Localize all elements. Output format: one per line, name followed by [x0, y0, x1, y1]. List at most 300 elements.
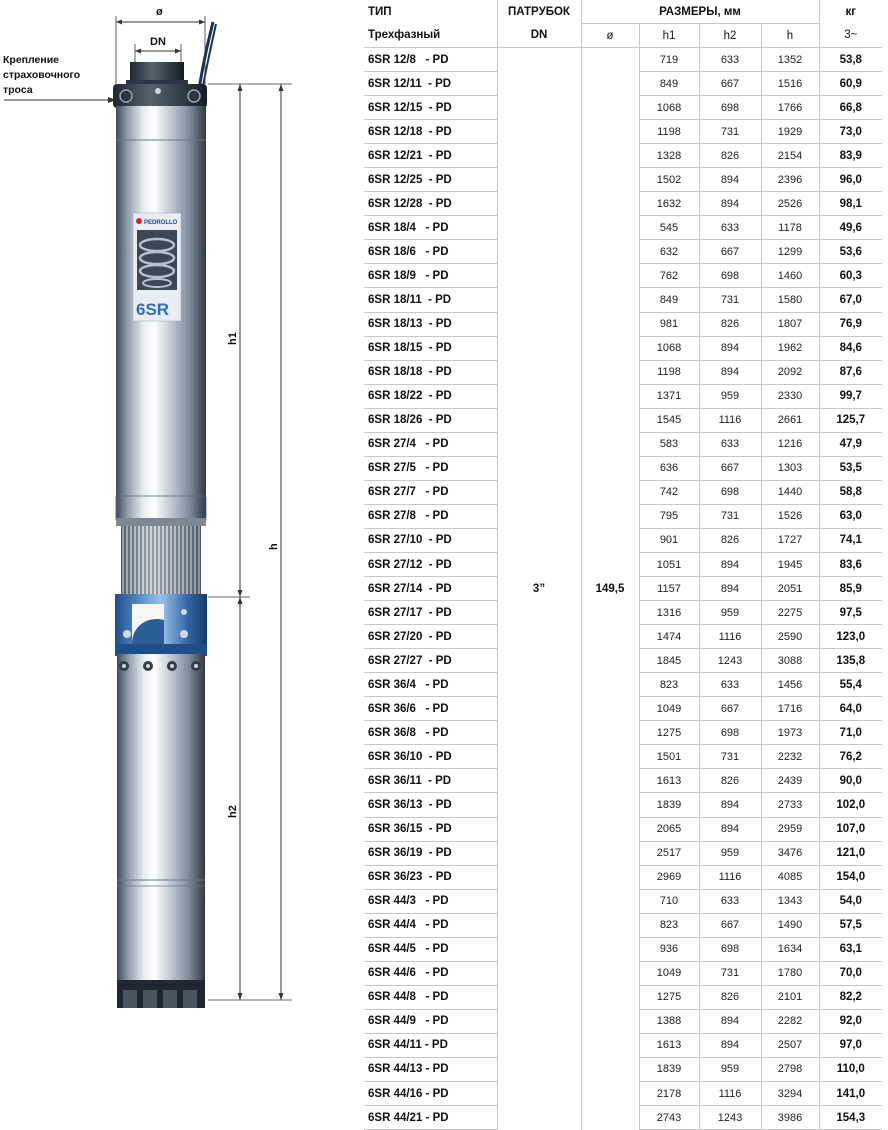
table-row — [364, 961, 882, 985]
h-cell: 1973 — [761, 721, 819, 745]
model-cell: 6SR 44/5 - PD — [364, 937, 497, 961]
h-cell: 2733 — [761, 793, 819, 817]
h2-cell: 667 — [699, 697, 761, 721]
h1-cell: 1371 — [639, 384, 699, 408]
diameter-cell — [581, 649, 639, 673]
diameter-cell — [581, 937, 639, 961]
outlet-dn-cell — [497, 264, 581, 288]
model-cell: 6SR 44/11 - PD — [364, 1033, 497, 1057]
model-cell: 6SR 18/18 - PD — [364, 360, 497, 384]
diameter-cell — [581, 745, 639, 769]
col-weight-sub: 3~ — [819, 24, 882, 48]
outlet-dn-cell — [497, 745, 581, 769]
table-row — [364, 480, 882, 504]
h2-cell: 731 — [699, 288, 761, 312]
brand-plate — [133, 213, 181, 321]
table-row — [364, 577, 882, 601]
h-cell: 1580 — [761, 288, 819, 312]
table-row — [364, 673, 882, 697]
model-cell: 6SR 18/26 - PD — [364, 408, 497, 432]
outlet-dn-cell — [497, 1082, 581, 1106]
outlet-dn-cell — [497, 384, 581, 408]
h1-cell: 1474 — [639, 625, 699, 649]
model-cell: 6SR 12/15 - PD — [364, 96, 497, 120]
outlet-dn-cell — [497, 432, 581, 456]
h2-cell: 1243 — [699, 1106, 761, 1130]
h-cell: 1303 — [761, 456, 819, 480]
table-row — [364, 1057, 882, 1081]
diameter-cell — [581, 360, 639, 384]
h-cell: 1490 — [761, 913, 819, 937]
brand-logo: PEDROLLO — [144, 220, 178, 226]
h1-cell: 1328 — [639, 144, 699, 168]
h1-cell: 1316 — [639, 601, 699, 625]
diameter-cell — [581, 240, 639, 264]
h1-cell: 742 — [639, 480, 699, 504]
outlet-dn-cell — [497, 913, 581, 937]
outlet-dn-cell — [497, 336, 581, 360]
model-cell: 6SR 12/25 - PD — [364, 168, 497, 192]
weight-cell: 53,8 — [819, 48, 882, 72]
h-cell: 1516 — [761, 72, 819, 96]
h1-cell: 1049 — [639, 697, 699, 721]
model-cell: 6SR 27/12 - PD — [364, 552, 497, 576]
h2-cell: 826 — [699, 528, 761, 552]
weight-cell: 57,5 — [819, 913, 882, 937]
h-cell: 1780 — [761, 961, 819, 985]
h1-cell: 632 — [639, 240, 699, 264]
spec-table-body — [364, 48, 882, 1130]
h1-cell: 1613 — [639, 769, 699, 793]
model-cell: 6SR 44/6 - PD — [364, 961, 497, 985]
h-cell: 1807 — [761, 312, 819, 336]
h1-cell: 719 — [639, 48, 699, 72]
diameter-cell — [581, 817, 639, 841]
outlet-dn-cell — [497, 1057, 581, 1081]
table-row — [364, 504, 882, 528]
model-cell: 6SR 12/21 - PD — [364, 144, 497, 168]
weight-cell: 82,2 — [819, 985, 882, 1009]
model-cell: 6SR 18/11 - PD — [364, 288, 497, 312]
diameter-cell — [581, 192, 639, 216]
diameter-cell — [581, 552, 639, 576]
h1-cell: 545 — [639, 216, 699, 240]
outlet-dn-cell — [497, 697, 581, 721]
h-cell: 3294 — [761, 1082, 819, 1106]
h2-cell: 633 — [699, 673, 761, 697]
diameter-cell — [581, 721, 639, 745]
weight-cell: 55,4 — [819, 673, 882, 697]
diameter-cell — [581, 312, 639, 336]
h2-cell: 894 — [699, 168, 761, 192]
h-cell: 1299 — [761, 240, 819, 264]
h2-cell: 894 — [699, 552, 761, 576]
model-cell: 6SR 27/8 - PD — [364, 504, 497, 528]
table-row — [364, 48, 882, 72]
outlet-dn-cell — [497, 889, 581, 913]
weight-cell: 102,0 — [819, 793, 882, 817]
weight-cell: 110,0 — [819, 1057, 882, 1081]
h-cell: 1352 — [761, 48, 819, 72]
weight-cell: 67,0 — [819, 288, 882, 312]
model-cell: 6SR 44/8 - PD — [364, 985, 497, 1009]
table-row — [364, 120, 882, 144]
h1-cell: 981 — [639, 312, 699, 336]
col-h: h — [761, 24, 819, 48]
table-row — [364, 360, 882, 384]
model-cell: 6SR 36/13 - PD — [364, 793, 497, 817]
h2-cell: 826 — [699, 985, 761, 1009]
diameter-cell — [581, 120, 639, 144]
h-cell: 1343 — [761, 889, 819, 913]
h2-cell: 731 — [699, 745, 761, 769]
diameter-cell — [581, 697, 639, 721]
col-sizes: РАЗМЕРЫ, мм — [581, 0, 819, 24]
h-cell: 3986 — [761, 1106, 819, 1130]
diameter-cell — [581, 96, 639, 120]
h1-cell: 1613 — [639, 1033, 699, 1057]
table-row — [364, 552, 882, 576]
table-row — [364, 192, 882, 216]
weight-cell: 70,0 — [819, 961, 882, 985]
weight-cell: 135,8 — [819, 649, 882, 673]
table-row — [364, 697, 882, 721]
model-cell: 6SR 44/21 - PD — [364, 1106, 497, 1130]
weight-cell: 83,6 — [819, 552, 882, 576]
h-label: h — [268, 543, 280, 550]
outlet-dn-cell — [497, 721, 581, 745]
table-row — [364, 889, 882, 913]
h-cell: 1440 — [761, 480, 819, 504]
diameter-cell — [581, 216, 639, 240]
weight-cell: 74,1 — [819, 528, 882, 552]
outlet-dn-cell — [497, 865, 581, 889]
h2-cell: 731 — [699, 120, 761, 144]
h-cell: 3088 — [761, 649, 819, 673]
diameter-cell — [581, 625, 639, 649]
table-row — [364, 937, 882, 961]
model-cell: 6SR 12/8 - PD — [364, 48, 497, 72]
weight-cell: 71,0 — [819, 721, 882, 745]
h2-cell: 1243 — [699, 649, 761, 673]
h-cell: 1460 — [761, 264, 819, 288]
weight-cell: 154,3 — [819, 1106, 882, 1130]
h-cell: 2154 — [761, 144, 819, 168]
model-cell: 6SR 12/18 - PD — [364, 120, 497, 144]
h-cell: 1766 — [761, 96, 819, 120]
table-row — [364, 649, 882, 673]
h1-cell: 1839 — [639, 1057, 699, 1081]
model-cell: 6SR 36/6 - PD — [364, 697, 497, 721]
table-row — [364, 625, 882, 649]
col-type: ТИП — [364, 0, 497, 24]
h2-cell: 633 — [699, 48, 761, 72]
h2-cell: 894 — [699, 817, 761, 841]
h2-label: h2 — [227, 805, 239, 818]
diameter-cell — [581, 456, 639, 480]
outlet-dn-cell — [497, 480, 581, 504]
h1-cell: 1545 — [639, 408, 699, 432]
h2-cell: 1116 — [699, 865, 761, 889]
weight-cell: 85,9 — [819, 577, 882, 601]
model-cell: 6SR 18/6 - PD — [364, 240, 497, 264]
weight-cell: 54,0 — [819, 889, 882, 913]
col-diam: ø — [581, 24, 639, 48]
table-row — [364, 817, 882, 841]
table-row — [364, 384, 882, 408]
h-cell: 2507 — [761, 1033, 819, 1057]
h1-cell: 1198 — [639, 360, 699, 384]
table-row — [364, 913, 882, 937]
model-cell: 6SR 36/8 - PD — [364, 721, 497, 745]
diameter-cell — [581, 841, 639, 865]
h2-cell: 1116 — [699, 408, 761, 432]
h2-cell: 894 — [699, 1033, 761, 1057]
h2-cell: 633 — [699, 216, 761, 240]
weight-cell: 154,0 — [819, 865, 882, 889]
table-row — [364, 721, 882, 745]
diameter-cell — [581, 1033, 639, 1057]
h1-cell: 1275 — [639, 721, 699, 745]
weight-cell: 53,5 — [819, 456, 882, 480]
diameter-cell — [581, 336, 639, 360]
outlet-dn-cell — [497, 769, 581, 793]
h-cell: 2330 — [761, 384, 819, 408]
weight-cell: 49,6 — [819, 216, 882, 240]
table-row — [364, 72, 882, 96]
h1-cell: 795 — [639, 504, 699, 528]
model-cell: 6SR 27/17 - PD — [364, 601, 497, 625]
table-row — [364, 96, 882, 120]
spec-table — [364, 0, 882, 1130]
table-row — [364, 841, 882, 865]
h1-cell: 849 — [639, 72, 699, 96]
weight-cell: 63,0 — [819, 504, 882, 528]
h1-cell: 2065 — [639, 817, 699, 841]
model-cell: 6SR 44/3 - PD — [364, 889, 497, 913]
table-row — [364, 336, 882, 360]
table-row — [364, 528, 882, 552]
outlet-dn-cell — [497, 528, 581, 552]
outlet-dn-cell — [497, 240, 581, 264]
outlet-dn-cell — [497, 48, 581, 72]
h2-cell: 894 — [699, 1009, 761, 1033]
h-dimension — [250, 84, 292, 1000]
model-cell: 6SR 27/10 - PD — [364, 528, 497, 552]
h2-cell: 1116 — [699, 625, 761, 649]
h2-cell: 826 — [699, 144, 761, 168]
weight-cell: 84,6 — [819, 336, 882, 360]
diameter-cell — [581, 264, 639, 288]
h1-cell: 2969 — [639, 865, 699, 889]
h1-cell: 901 — [639, 528, 699, 552]
weight-cell: 73,0 — [819, 120, 882, 144]
diameter-cell — [581, 673, 639, 697]
h1-cell: 1049 — [639, 961, 699, 985]
diameter-cell — [581, 1106, 639, 1130]
h1-cell: 1051 — [639, 552, 699, 576]
weight-cell: 87,6 — [819, 360, 882, 384]
table-row — [364, 408, 882, 432]
h-cell: 2590 — [761, 625, 819, 649]
h1-cell: 636 — [639, 456, 699, 480]
outlet-dn-cell — [497, 168, 581, 192]
model-badge: 6SR — [136, 300, 170, 319]
motor-bracket — [115, 594, 207, 656]
h-cell: 1634 — [761, 937, 819, 961]
h2-cell: 894 — [699, 577, 761, 601]
diameter-cell — [581, 168, 639, 192]
outlet-dn-cell — [497, 120, 581, 144]
weight-cell: 107,0 — [819, 817, 882, 841]
weight-cell: 123,0 — [819, 625, 882, 649]
model-cell: 6SR 36/15 - PD — [364, 817, 497, 841]
diameter-cell — [581, 961, 639, 985]
table-row — [364, 432, 882, 456]
outlet-dn-cell — [497, 72, 581, 96]
h1-cell: 1198 — [639, 120, 699, 144]
h2-cell: 667 — [699, 456, 761, 480]
h1-cell: 823 — [639, 913, 699, 937]
model-cell: 6SR 18/13 - PD — [364, 312, 497, 336]
model-cell: 6SR 27/27 - PD — [364, 649, 497, 673]
model-cell: 6SR 18/15 - PD — [364, 336, 497, 360]
model-cell: 6SR 27/7 - PD — [364, 480, 497, 504]
h2-cell: 667 — [699, 72, 761, 96]
safety-cable-mount-label: Крепление страховочного троса — [3, 54, 81, 96]
table-row — [364, 985, 882, 1009]
model-cell: 6SR 18/22 - PD — [364, 384, 497, 408]
diameter-cell — [581, 504, 639, 528]
diameter-cell — [581, 985, 639, 1009]
h1-cell: 1157 — [639, 577, 699, 601]
table-row — [364, 1009, 882, 1033]
weight-cell: 125,7 — [819, 408, 882, 432]
outlet-dn-cell — [497, 192, 581, 216]
h2-cell: 731 — [699, 961, 761, 985]
h2-cell: 894 — [699, 336, 761, 360]
diameter-cell — [581, 865, 639, 889]
outlet-dn-cell — [497, 673, 581, 697]
col-outlet: ПАТРУБОК — [497, 0, 581, 24]
h-cell: 2275 — [761, 601, 819, 625]
outlet-dn-cell — [497, 312, 581, 336]
diameter-cell — [581, 384, 639, 408]
model-cell: 6SR 44/9 - PD — [364, 1009, 497, 1033]
h-cell: 2092 — [761, 360, 819, 384]
outlet-dn-cell — [497, 985, 581, 1009]
h1-cell: 1632 — [639, 192, 699, 216]
col-type-sub: Трехфазный — [364, 24, 497, 48]
h2-cell: 959 — [699, 601, 761, 625]
weight-cell: 76,9 — [819, 312, 882, 336]
diameter-label: ø — [156, 6, 163, 18]
h1-cell: 1502 — [639, 168, 699, 192]
diameter-cell — [581, 480, 639, 504]
table-row — [364, 769, 882, 793]
diameter-cell — [581, 1009, 639, 1033]
h2-cell: 698 — [699, 721, 761, 745]
h2-cell: 959 — [699, 841, 761, 865]
diameter-cell — [581, 1057, 639, 1081]
weight-cell: 60,9 — [819, 72, 882, 96]
h-cell: 1456 — [761, 673, 819, 697]
model-cell: 6SR 36/4 - PD — [364, 673, 497, 697]
h2-cell: 826 — [699, 312, 761, 336]
h-cell: 1962 — [761, 336, 819, 360]
model-cell: 6SR 36/11 - PD — [364, 769, 497, 793]
outlet-dn-cell — [497, 937, 581, 961]
weight-cell: 63,1 — [819, 937, 882, 961]
h2-cell: 667 — [699, 240, 761, 264]
h2-cell: 894 — [699, 793, 761, 817]
weight-cell: 141,0 — [819, 1082, 882, 1106]
h2-cell: 959 — [699, 1057, 761, 1081]
motor-base — [117, 980, 205, 1008]
outlet-dn-cell — [497, 625, 581, 649]
model-cell: 6SR 36/10 - PD — [364, 745, 497, 769]
outlet-dn-cell — [497, 216, 581, 240]
h-cell: 2232 — [761, 745, 819, 769]
spec-table-container — [364, 0, 882, 1130]
outlet-dn-cell — [497, 817, 581, 841]
diameter-cell — [581, 432, 639, 456]
h-cell: 2101 — [761, 985, 819, 1009]
h-cell: 1716 — [761, 697, 819, 721]
diameter-cell: 149,5 — [581, 577, 639, 601]
h1-cell: 710 — [639, 889, 699, 913]
model-cell: 6SR 44/4 - PD — [364, 913, 497, 937]
h2-cell: 698 — [699, 480, 761, 504]
h1-cell: 2743 — [639, 1106, 699, 1130]
weight-cell: 97,5 — [819, 601, 882, 625]
table-row — [364, 456, 882, 480]
h2-cell: 959 — [699, 384, 761, 408]
pump-svg — [0, 0, 362, 1116]
weight-cell: 64,0 — [819, 697, 882, 721]
model-cell: 6SR 27/5 - PD — [364, 456, 497, 480]
model-cell: 6SR 18/4 - PD — [364, 216, 497, 240]
h1-cell: 936 — [639, 937, 699, 961]
outlet-dn-cell: 3” — [497, 577, 581, 601]
h1-cell: 762 — [639, 264, 699, 288]
h2-cell: 698 — [699, 937, 761, 961]
model-cell: 6SR 27/14 - PD — [364, 577, 497, 601]
model-cell: 6SR 12/11 - PD — [364, 72, 497, 96]
h2-cell: 731 — [699, 504, 761, 528]
diameter-cell — [581, 1082, 639, 1106]
model-cell: 6SR 36/23 - PD — [364, 865, 497, 889]
table-row — [364, 168, 882, 192]
col-outlet-sub: DN — [497, 24, 581, 48]
h1-cell: 1501 — [639, 745, 699, 769]
table-row — [364, 144, 882, 168]
outlet-dn-cell — [497, 552, 581, 576]
h1-cell: 1388 — [639, 1009, 699, 1033]
diameter-cell — [581, 528, 639, 552]
outlet-dn-cell — [497, 504, 581, 528]
h1-cell: 849 — [639, 288, 699, 312]
h-cell: 2396 — [761, 168, 819, 192]
h2-dimension — [208, 597, 250, 1000]
weight-cell: 83,9 — [819, 144, 882, 168]
diameter-cell — [581, 601, 639, 625]
weight-cell: 96,0 — [819, 168, 882, 192]
model-cell: 6SR 27/4 - PD — [364, 432, 497, 456]
model-cell: 6SR 44/13 - PD — [364, 1057, 497, 1081]
diameter-cell — [581, 408, 639, 432]
outlet-dn-cell — [497, 456, 581, 480]
